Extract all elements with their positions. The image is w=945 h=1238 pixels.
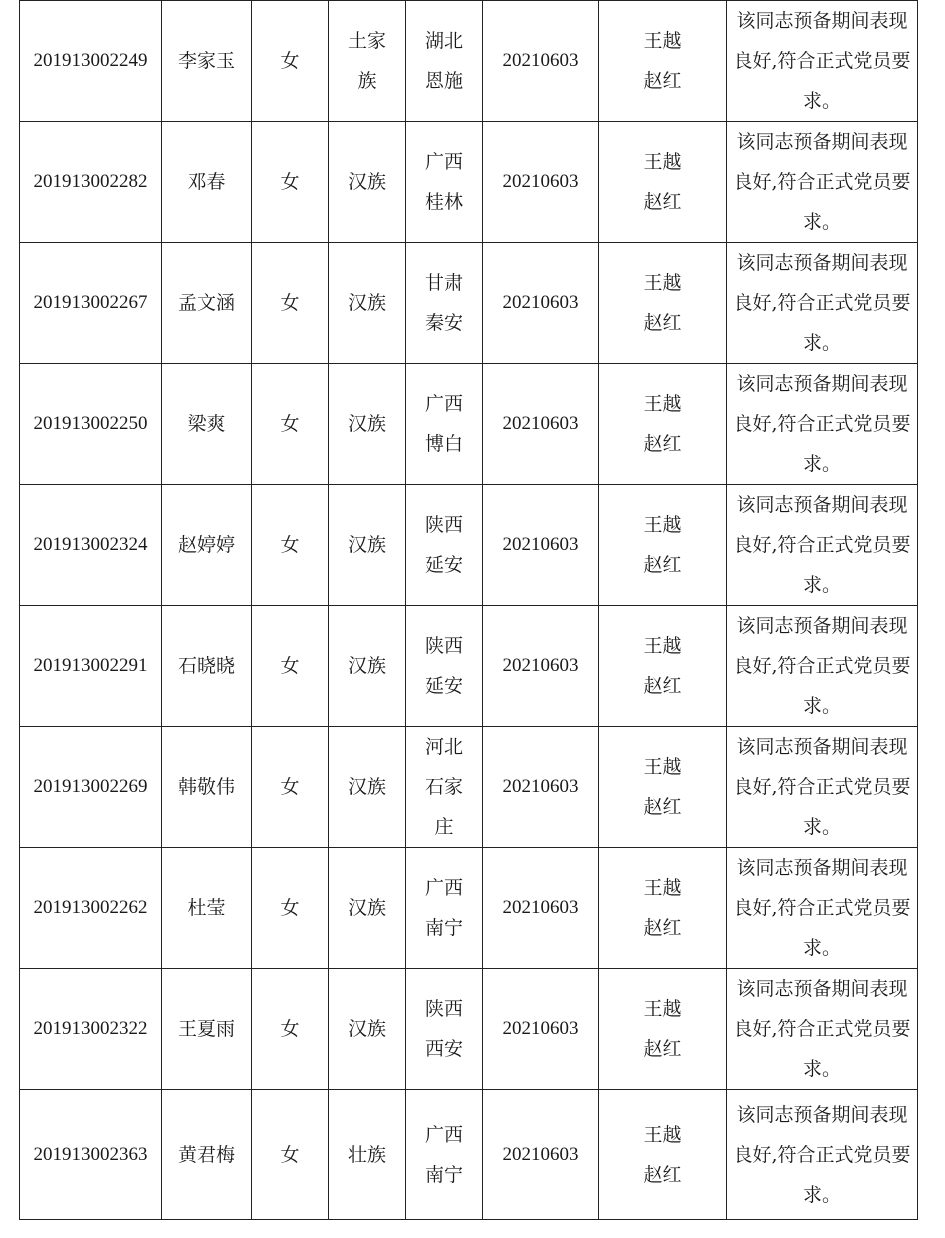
introducers-cell (599, 1, 727, 122)
introducer-1: 王越 (643, 998, 682, 1020)
ethnicity-cell: 汉族 (329, 364, 406, 485)
name-cell: 杜莹 (162, 848, 252, 969)
name-cell: 李家玉 (162, 1, 252, 122)
introducer-2: 赵红 (643, 191, 682, 213)
introducers-cell (599, 485, 727, 606)
student-id-cell: 201913002249 (20, 1, 162, 122)
date-cell: 20210603 (483, 1090, 599, 1220)
name-cell: 孟文涵 (162, 243, 252, 364)
student-id-cell: 201913002291 (20, 606, 162, 727)
date-cell: 20210603 (483, 969, 599, 1090)
introducer-2: 赵红 (643, 1163, 682, 1186)
introducer-2: 赵红 (643, 1038, 682, 1060)
table-row (20, 485, 918, 606)
name-cell: 石晓晓 (162, 606, 252, 727)
student-id-cell: 201913002322 (20, 969, 162, 1090)
ethnicity-cell: 汉族 (329, 969, 406, 1090)
date-cell: 20210603 (483, 727, 599, 848)
table-row (20, 1, 918, 122)
introducers-cell (599, 122, 727, 243)
student-id-cell: 201913002282 (20, 122, 162, 243)
date-cell: 20210603 (483, 848, 599, 969)
introducer-1: 王越 (643, 514, 682, 536)
remark-cell: 该同志预备期间表现良好,符合正式党员要求。 (727, 848, 918, 969)
student-id-cell: 201913002250 (20, 364, 162, 485)
date-cell: 20210603 (483, 364, 599, 485)
native-place-cell: 广西桂林 (406, 122, 483, 243)
ethnicity-cell: 汉族 (329, 727, 406, 848)
gender-cell: 女 (252, 1, 329, 122)
table-row (20, 727, 918, 848)
introducer-1: 王越 (643, 151, 682, 173)
introducers-cell (599, 848, 727, 969)
name-cell: 王夏雨 (162, 969, 252, 1090)
gender-cell: 女 (252, 243, 329, 364)
remark-cell: 该同志预备期间表现良好,符合正式党员要求。 (727, 243, 918, 364)
name-cell: 梁爽 (162, 364, 252, 485)
introducer-1: 王越 (643, 393, 682, 415)
introducer-1: 王越 (643, 272, 682, 294)
native-place-cell: 广西博白 (406, 364, 483, 485)
native-place-cell: 陕西延安 (406, 606, 483, 727)
introducer-1: 王越 (643, 1123, 682, 1146)
introducers-cell (599, 243, 727, 364)
introducer-1: 王越 (643, 877, 682, 899)
introducer-2: 赵红 (643, 554, 682, 576)
native-place-cell: 甘肃秦安 (406, 243, 483, 364)
introducer-1: 王越 (643, 635, 682, 657)
table-row (20, 606, 918, 727)
introducer-2: 赵红 (643, 917, 682, 939)
introducers-cell (599, 606, 727, 727)
introducer-1: 王越 (643, 30, 682, 52)
remark-cell: 该同志预备期间表现良好,符合正式党员要求。 (727, 727, 918, 848)
name-cell: 邓春 (162, 122, 252, 243)
ethnicity-cell: 汉族 (329, 485, 406, 606)
introducer-2: 赵红 (643, 312, 682, 334)
name-cell: 黄君梅 (162, 1090, 252, 1220)
table-row (20, 364, 918, 485)
native-place-cell: 广西南宁 (406, 848, 483, 969)
ethnicity-cell: 汉族 (329, 122, 406, 243)
remark-cell: 该同志预备期间表现良好,符合正式党员要求。 (727, 364, 918, 485)
introducer-2: 赵红 (643, 70, 682, 92)
gender-cell: 女 (252, 122, 329, 243)
student-id-cell: 201913002262 (20, 848, 162, 969)
table-row (20, 969, 918, 1090)
gender-cell: 女 (252, 969, 329, 1090)
student-id-cell: 201913002324 (20, 485, 162, 606)
table-row (20, 122, 918, 243)
date-cell: 20210603 (483, 1, 599, 122)
native-place-cell: 广西南宁 (406, 1090, 483, 1220)
remark-cell: 该同志预备期间表现良好,符合正式党员要求。 (727, 606, 918, 727)
name-cell: 赵婷婷 (162, 485, 252, 606)
remark-cell: 该同志预备期间表现良好,符合正式党员要求。 (727, 969, 918, 1090)
remark-cell: 该同志预备期间表现良好,符合正式党员要求。 (727, 1, 918, 122)
date-cell: 20210603 (483, 122, 599, 243)
gender-cell: 女 (252, 1090, 329, 1220)
native-place-cell: 陕西西安 (406, 969, 483, 1090)
student-id-cell: 201913002269 (20, 727, 162, 848)
student-id-cell: 201913002363 (20, 1090, 162, 1220)
student-id-cell: 201913002267 (20, 243, 162, 364)
gender-cell: 女 (252, 848, 329, 969)
remark-cell: 该同志预备期间表现良好,符合正式党员要求。 (727, 485, 918, 606)
introducers-cell (599, 727, 727, 848)
members-table (19, 0, 918, 1220)
gender-cell: 女 (252, 485, 329, 606)
remark-cell: 该同志预备期间表现良好,符合正式党员要求。 (727, 1090, 918, 1220)
date-cell: 20210603 (483, 243, 599, 364)
introducer-2: 赵红 (643, 433, 682, 455)
gender-cell: 女 (252, 606, 329, 727)
ethnicity-cell: 汉族 (329, 606, 406, 727)
ethnicity-cell: 土家族 (329, 1, 406, 122)
date-cell: 20210603 (483, 485, 599, 606)
ethnicity-cell: 壮族 (329, 1090, 406, 1220)
ethnicity-cell: 汉族 (329, 848, 406, 969)
introducers-cell (599, 969, 727, 1090)
gender-cell: 女 (252, 727, 329, 848)
ethnicity-cell: 汉族 (329, 243, 406, 364)
introducer-1: 王越 (643, 756, 682, 778)
introducers-cell (599, 364, 727, 485)
introducer-2: 赵红 (643, 796, 682, 818)
table-row (20, 243, 918, 364)
native-place-cell: 河北石家庄 (406, 727, 483, 848)
table-row (20, 1090, 918, 1220)
native-place-cell: 陕西延安 (406, 485, 483, 606)
remark-cell: 该同志预备期间表现良好,符合正式党员要求。 (727, 122, 918, 243)
name-cell: 韩敬伟 (162, 727, 252, 848)
date-cell: 20210603 (483, 606, 599, 727)
introducer-2: 赵红 (643, 675, 682, 697)
native-place-cell: 湖北恩施 (406, 1, 483, 122)
gender-cell: 女 (252, 364, 329, 485)
introducers-cell (599, 1090, 727, 1220)
table-row (20, 848, 918, 969)
